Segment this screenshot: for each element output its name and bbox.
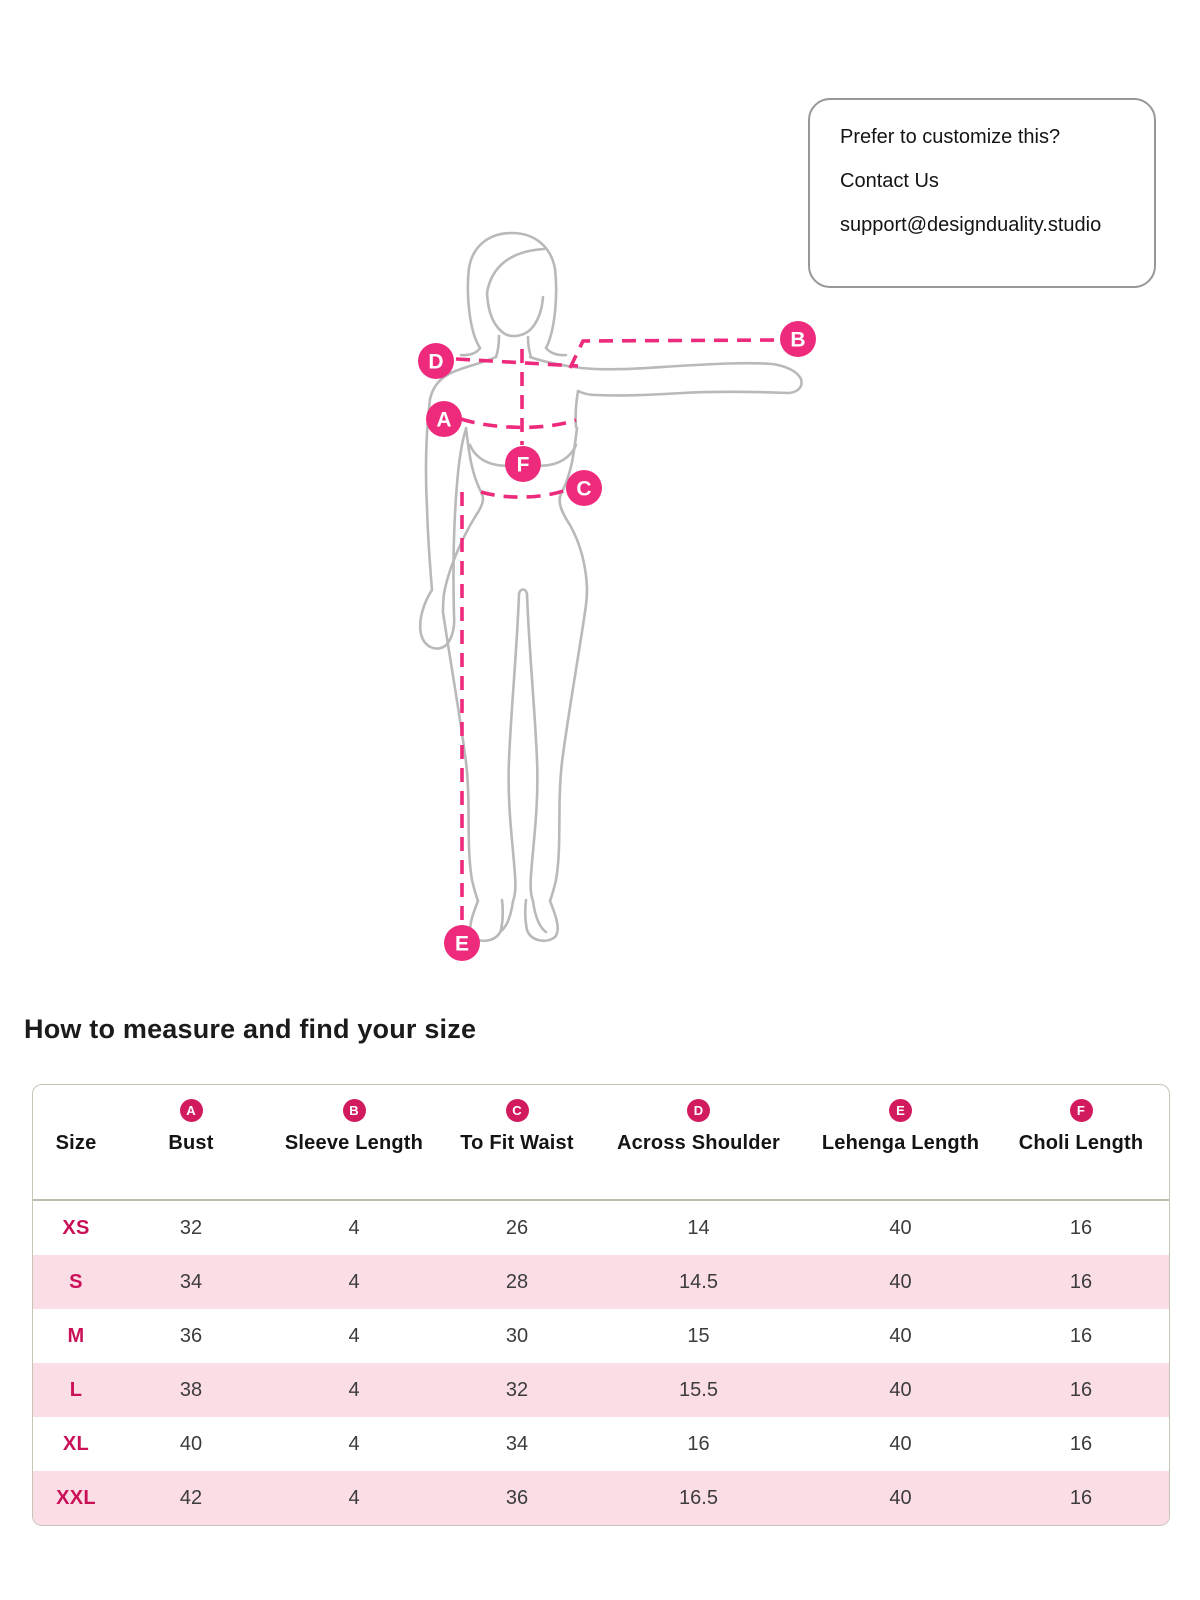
cell-bust: 34 — [179, 1270, 203, 1293]
table-row-xs — [33, 1201, 1169, 1255]
cell-waist: 32 — [505, 1378, 529, 1401]
svg-text:F: F — [516, 453, 530, 477]
support-email-link[interactable]: support@designduality.studio — [840, 214, 1102, 236]
cell-shoulder: 16 — [687, 1432, 710, 1455]
cell-lehenga: 40 — [889, 1486, 912, 1509]
callout-question: Prefer to customize this? — [840, 126, 1061, 148]
marker-b — [780, 321, 816, 357]
cell-choli: 16 — [1069, 1216, 1093, 1239]
page-title: How to measure and find your size — [24, 1014, 477, 1044]
cell-shoulder: 14 — [687, 1216, 710, 1239]
table-row-l — [33, 1363, 1169, 1417]
cell-choli: 16 — [1069, 1324, 1093, 1347]
column-header-to-fit-waist: C To Fit Waist — [445, 1085, 589, 1201]
badge-slot-empty — [33, 1099, 119, 1132]
column-header-size: Size — [33, 1085, 119, 1201]
svg-text:C: C — [576, 477, 592, 501]
svg-text:E: E — [454, 932, 470, 956]
cell-lehenga: 40 — [889, 1216, 912, 1239]
cell-waist: 36 — [505, 1486, 529, 1509]
cell-lehenga: 40 — [889, 1378, 912, 1401]
measurement-lines — [456, 340, 781, 924]
marker-c — [566, 470, 602, 506]
column-header-sleeve-length: B Sleeve Length — [263, 1085, 445, 1201]
bust-line — [461, 419, 576, 427]
cell-waist: 26 — [505, 1216, 529, 1239]
table-row-xxl — [33, 1471, 1169, 1525]
cell-sleeve: 4 — [348, 1486, 360, 1509]
badge-e-icon: E — [889, 1099, 912, 1122]
table-header-row — [33, 1085, 1169, 1201]
cell-lehenga: 40 — [889, 1324, 912, 1347]
column-header-bust: A Bust — [119, 1085, 263, 1201]
cell-lehenga: 40 — [889, 1432, 912, 1455]
cell-waist: 30 — [505, 1324, 529, 1347]
size-table — [32, 1084, 1170, 1526]
cell-bust: 40 — [179, 1432, 203, 1455]
cell-shoulder: 15.5 — [679, 1378, 718, 1401]
marker-f — [505, 446, 541, 482]
size-label: XL — [62, 1432, 90, 1455]
svg-text:B: B — [790, 328, 806, 352]
column-header-lehenga-length: E Lehenga Length — [808, 1085, 993, 1201]
cell-waist: 34 — [505, 1432, 529, 1455]
badge-c-icon: C — [506, 1099, 529, 1122]
badge-b-icon: B — [343, 1099, 366, 1122]
table-row-m — [33, 1309, 1169, 1363]
size-label: XXL — [56, 1486, 96, 1509]
waist-line — [481, 490, 566, 497]
cell-sleeve: 4 — [348, 1432, 360, 1455]
cell-shoulder: 16.5 — [679, 1486, 718, 1509]
cell-lehenga: 40 — [889, 1270, 912, 1293]
cell-bust: 32 — [179, 1216, 203, 1239]
size-label: L — [69, 1378, 83, 1401]
column-header-choli-length: F Choli Length — [993, 1085, 1169, 1201]
cell-waist: 28 — [505, 1270, 529, 1293]
table-row-xl — [33, 1417, 1169, 1471]
svg-text:D: D — [428, 350, 444, 374]
marker-e — [444, 925, 480, 961]
cell-bust: 36 — [179, 1324, 203, 1347]
cell-choli: 16 — [1069, 1432, 1093, 1455]
badge-d-icon: D — [687, 1099, 710, 1122]
cell-bust: 42 — [179, 1486, 203, 1509]
size-label: M — [67, 1324, 85, 1347]
marker-a — [426, 401, 462, 437]
cell-choli: 16 — [1069, 1270, 1093, 1293]
cell-choli: 16 — [1069, 1378, 1093, 1401]
column-header-across-shoulder: D Across Shoulder — [589, 1085, 808, 1201]
cell-shoulder: 15 — [687, 1324, 710, 1347]
marker-d — [418, 343, 454, 379]
cell-sleeve: 4 — [348, 1324, 360, 1347]
cell-sleeve: 4 — [348, 1378, 360, 1401]
cell-sleeve: 4 — [348, 1216, 360, 1239]
cell-shoulder: 14.5 — [679, 1270, 718, 1293]
cell-bust: 38 — [179, 1378, 203, 1401]
table-row-s — [33, 1255, 1169, 1309]
svg-text:A: A — [436, 408, 452, 432]
size-label: XS — [62, 1216, 90, 1239]
size-label: S — [69, 1270, 83, 1293]
cell-choli: 16 — [1069, 1486, 1093, 1509]
badge-f-icon: F — [1070, 1099, 1093, 1122]
cell-sleeve: 4 — [348, 1270, 360, 1293]
badge-a-icon: A — [180, 1099, 203, 1122]
contact-us-label: Contact Us — [840, 170, 939, 192]
